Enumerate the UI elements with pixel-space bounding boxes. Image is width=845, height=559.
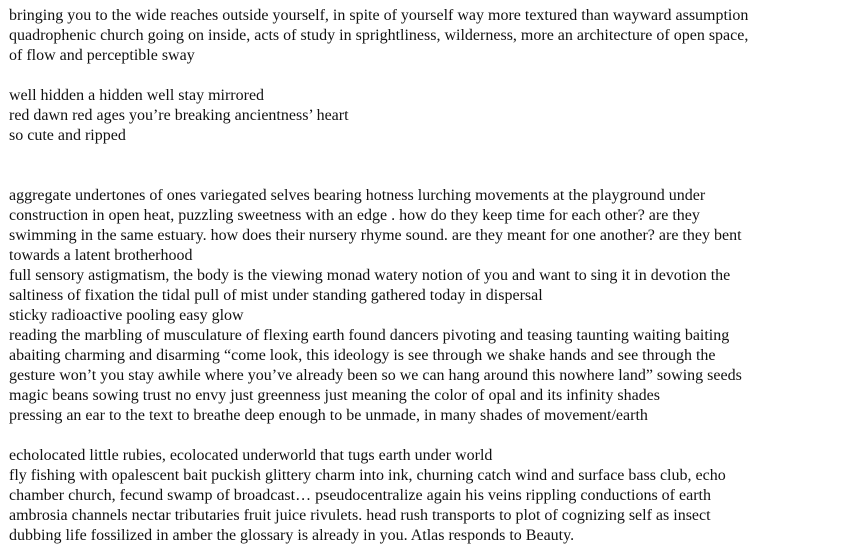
text-line: full sensory astigmatism, the body is the viewing monad watery notion of you and want to sing it in devotion the: [9, 267, 731, 284]
text-line: magic beans sowing trust no envy just greenness just meaning the color of opal and its infinity shades: [9, 387, 660, 404]
stanza-3: [9, 186, 839, 426]
text-line: so cute and ripped: [9, 127, 126, 144]
text-line: fly fishing with opalescent bait puckish glittery charm into ink, churning catch wind and surface bass club, echo: [9, 467, 726, 484]
text-line: swimming in the same estuary. how does their nursery rhyme sound. are they meant for one another? are they bent: [9, 227, 742, 244]
text-line: towards a latent brotherhood: [9, 247, 193, 264]
text-line: quadrophenic church going on inside, acts of study in sprightliness, wilderness, more an architecture of open space,: [9, 27, 749, 44]
text-line: saltiness of fixation the tidal pull of mist under standing gathered today in dispersal: [9, 287, 543, 304]
text-line: gesture won’t you stay awhile where you’ve already been so we can hang around this nowhere land” sowing seeds: [9, 367, 742, 384]
text-line: pressing an ear to the text to breathe deep enough to be unmade, in many shades of movement/earth: [9, 407, 648, 424]
text-line: red dawn red ages you’re breaking ancientness’ heart: [9, 107, 349, 124]
text-line: sticky radioactive pooling easy glow: [9, 307, 244, 324]
text-line: construction in open heat, puzzling sweetness with an edge . how do they keep time for each other? are they: [9, 207, 700, 224]
text-line: abaiting charming and disarming “come look, this ideology is see through we shake hands and see through the: [9, 347, 716, 364]
text-line: echolocated little rubies, ecolocated underworld that tugs earth under world: [9, 447, 493, 464]
stanza-4: [9, 446, 839, 546]
text-line: reading the marbling of musculature of flexing earth found dancers pivoting and teasing taunting waiting baiting: [9, 327, 730, 344]
text-line: aggregate undertones of ones variegated selves bearing hotness lurching movements at the playground under: [9, 187, 706, 204]
text-line: dubbing life fossilized in amber the glossary is already in you. Atlas responds to Beauty.: [9, 527, 575, 544]
text-line: chamber church, fecund swamp of broadcast… pseudocentralize again his veins rippling conductions of earth: [9, 487, 711, 504]
stanza-gap: [9, 66, 839, 86]
poem-document: [9, 6, 839, 546]
stanza-gap: [9, 426, 839, 446]
text-line: bringing you to the wide reaches outside yourself, in spite of yourself way more textured than wayward assumption: [9, 7, 749, 24]
text-line: of flow and perceptible sway: [9, 47, 195, 64]
stanza-1: [9, 6, 839, 66]
stanza-gap: [9, 146, 839, 186]
text-line: well hidden a hidden well stay mirrored: [9, 87, 265, 104]
stanza-2: [9, 86, 839, 146]
text-line: ambrosia channels nectar tributaries fruit juice rivulets. head rush transports to plot of cognizing self as insect: [9, 507, 711, 524]
